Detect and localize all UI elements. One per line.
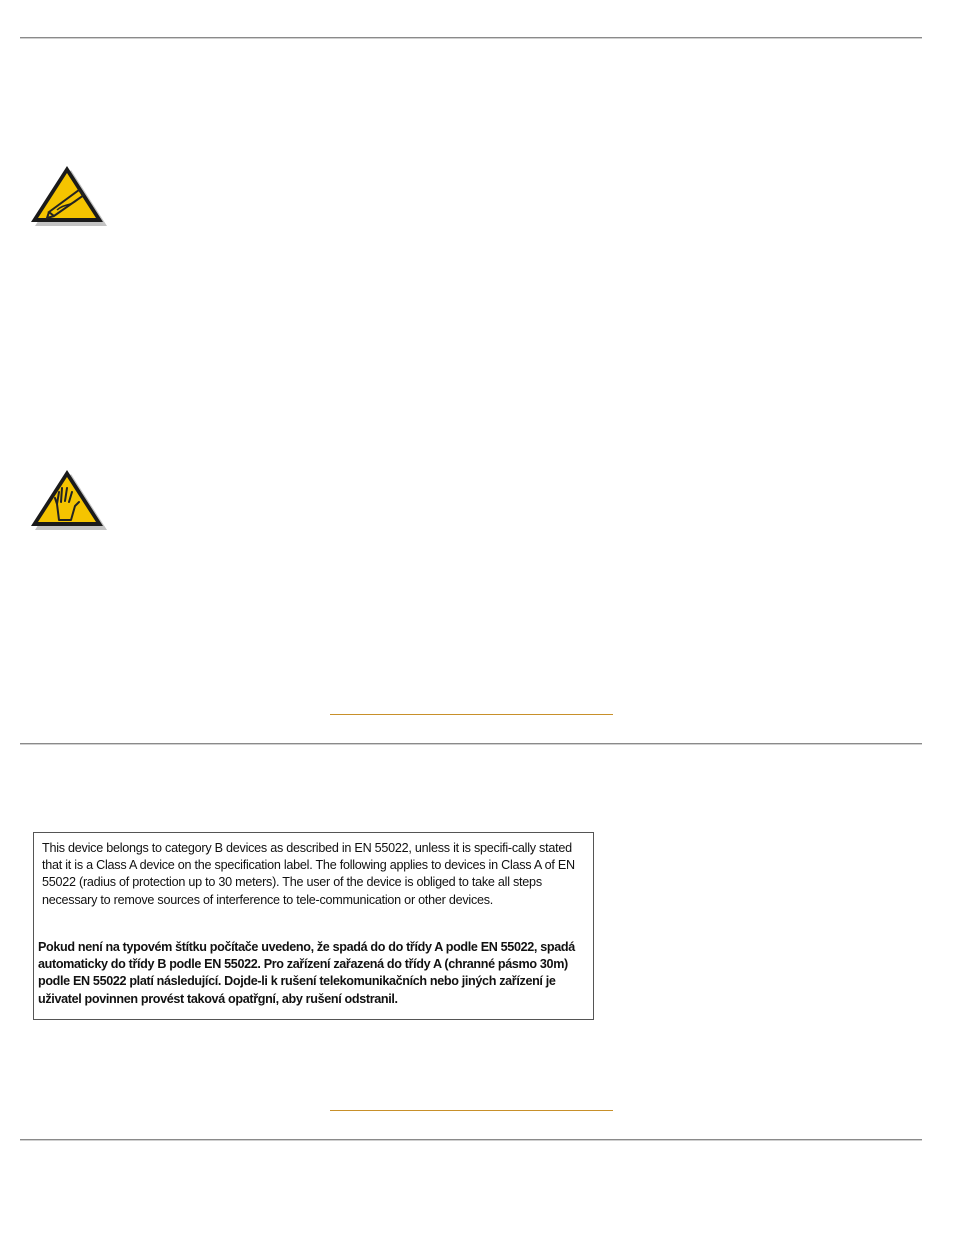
return-to-top-link-2[interactable]	[330, 1110, 613, 1111]
return-to-top-link[interactable]	[330, 714, 613, 715]
note-pencil-icon	[27, 164, 107, 228]
section-divider-middle	[20, 743, 922, 745]
emc-notice-english: This device belongs to category B devices as described in EN 55022, unless it is specifi-cally stated that it is a Class A device on the specification label. The following applies to devices in Class A of EN 55022 (radius of protection up to 30 meters). The user of the device is obliged to take all steps necessary to remove sources of interference to tele-communication or other devices.	[42, 841, 575, 907]
caution-hand-icon	[27, 468, 107, 532]
section-divider-bottom	[20, 1139, 922, 1141]
emc-notice-czech: Pokud není na typovém štítku počítače uvedeno, že spadá do do třídy A podle EN 55022, spadá automaticky do třídy B podle EN 55022. Pro zařízení zařazená do třídy A (chranné pásmo 30m) podle EN 55022 platí následující. Dojde-li k rušení telekomunikačních nebo jiných zařízení je uživatel povinnen provést taková opatřgní, aby rušení odstranil.	[38, 940, 575, 1006]
section-divider-top	[20, 37, 922, 39]
emc-notice-box	[33, 832, 594, 1020]
